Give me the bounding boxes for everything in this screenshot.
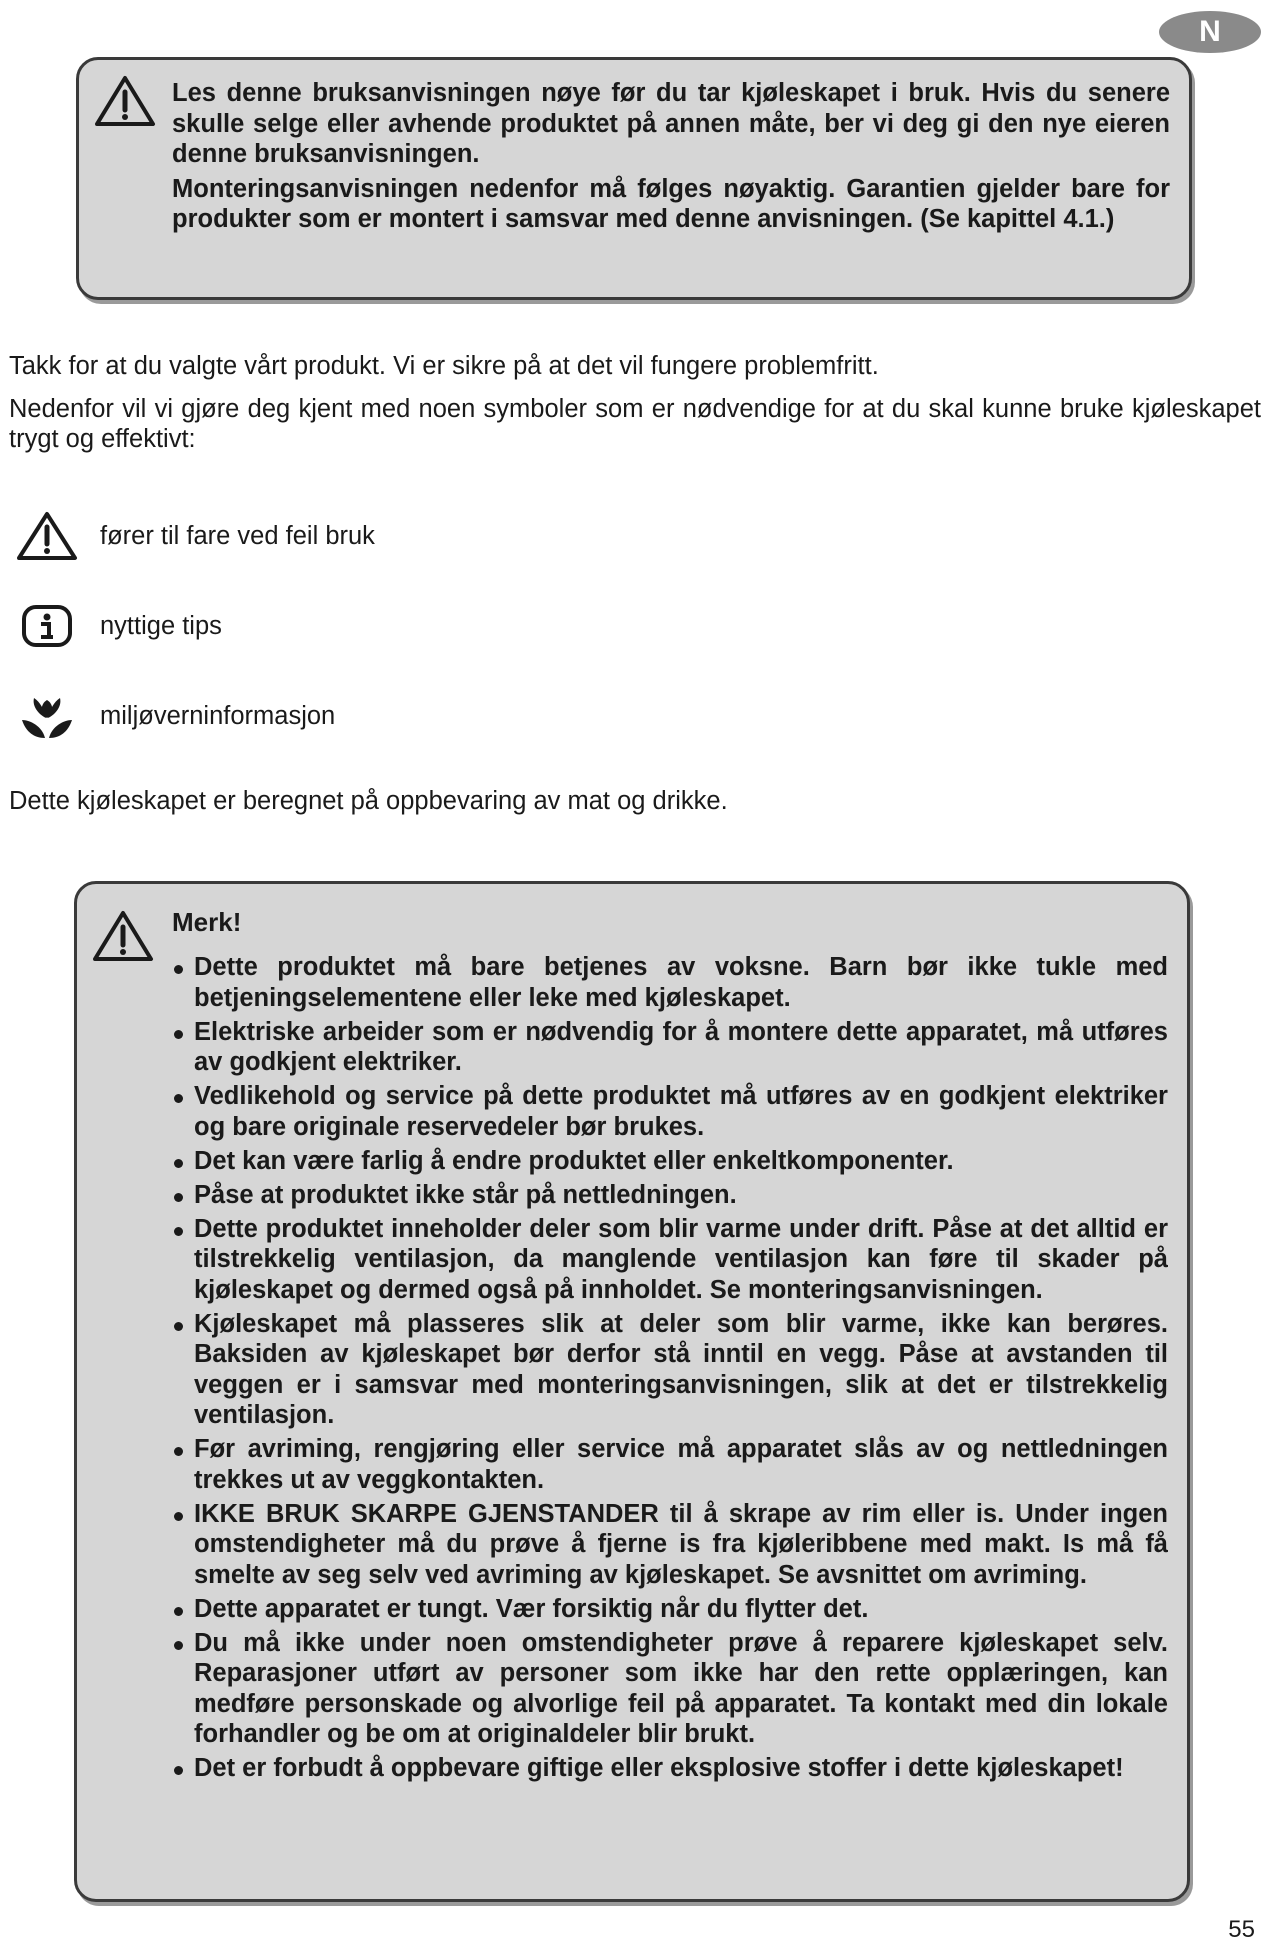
list-item: IKKE BRUK SKARPE GJENSTANDER til å skrape av rim eller is. Under ingen omstendigheter må du prøve å fjerne is fra kjøleribbene med makt. Is må få smelte av seg selv ved avriming av kjøleskapet. Se avsnittet om avriming. [172,1499,1168,1591]
symbol-row-warning [14,508,375,564]
info-icon [21,604,73,648]
list-item: Vedlikehold og service på dette produktet må utføres av en godkjent elektriker og bare originale reservedeler bør brukes. [172,1081,1168,1142]
symbol-label: fører til fare ved feil bruk [100,521,375,550]
warning-triangle-icon [91,909,155,963]
symbol-row-environment [14,688,336,744]
warning-box-title: Merk! [172,907,242,937]
symbols-intro-text: Nedenfor vil vi gjøre deg kjent med noen symboler som er nødvendige for at du skal kunne bruke kjøleskapet trygt og effektivt: [9,395,1261,453]
symbol-row-info [14,598,222,654]
list-item: Det kan være farlig å endre produktet eller enkeltkomponenter. [172,1146,1168,1177]
purpose-text: Dette kjøleskapet er beregnet på oppbevaring av mat og drikke. [9,787,728,815]
intro-warning-box [76,57,1192,300]
intro-box-paragraph: Monteringsanvisningen nedenfor må følges nøyaktig. Garantien gjelder bare for produkter som er montert i samsvar med denne anvisningen. (Se kapittel 4.1.) [172,174,1170,233]
list-item: Dette produktet inneholder deler som blir varme under drift. Påse at det alltid er tilstrekkelig ventilasjon, da manglende ventilasjon kan føre til skader på kjøleskapet og dermed også på innholdet. Se monteringsanvisningen. [172,1214,1168,1306]
list-item: Du må ikke under noen omstendigheter prøve å reparere kjøleskapet selv. Reparasjoner utført av personer som ikke har den rette opplæringen, kan medføre personskade og alvorlige feil på apparatet. Ta kontakt med din lokale forhandler og be om at originaldeler blir brukt. [172,1628,1168,1750]
list-item: Kjøleskapet må plasseres slik at deler som blir varme, ikke kan berøres. Baksiden av kjøleskapet bør derfor stå inntil en vegg. Påse at avstanden til veggen er i samsvar med monteringsanvisningen, slik at det er tilstrekkelig ventilasjon. [172,1309,1168,1431]
list-item: Elektriske arbeider som er nødvendig for å montere dette apparatet, må utføres av godkjent elektriker. [172,1017,1168,1078]
intro-box-paragraph: Les denne bruksanvisningen nøye før du tar kjøleskapet i bruk. Hvis du senere skulle selge eller avhende produktet på annen måte, ber vi deg gi den nye eieren denne bruksanvisningen. [172,79,1170,168]
list-item: Påse at produktet ikke står på nettledningen. [172,1180,1168,1211]
list-item: Dette produktet må bare betjenes av voksne. Barn bør ikke tukle med betjeningselementene eller leke med kjøleskapet. [172,952,1168,1013]
safety-warning-box [74,881,1190,1902]
language-badge: N [1159,11,1261,53]
warning-triangle-icon [93,74,157,128]
list-item: Dette apparatet er tungt. Vær forsiktig når du flytter det. [172,1594,1168,1625]
warning-triangle-icon [15,510,79,562]
list-item: Før avriming, rengjøring eller service må apparatet slås av og nettledningen trekkes ut av veggkontakten. [172,1434,1168,1495]
list-item: Det er forbudt å oppbevare giftige eller eksplosive stoffer i dette kjøleskapet! [172,1753,1168,1784]
environment-flower-icon [20,692,74,740]
symbol-label: miljøverninformasjon [100,701,336,730]
page-number: 55 [1228,1916,1255,1943]
warning-list [172,952,1168,1787]
thank-you-text: Takk for at du valgte vårt produkt. Vi er sikre på at det vil fungere problemfritt. [9,352,879,380]
symbol-label: nyttige tips [100,611,222,640]
intro-box-text [172,78,1170,235]
